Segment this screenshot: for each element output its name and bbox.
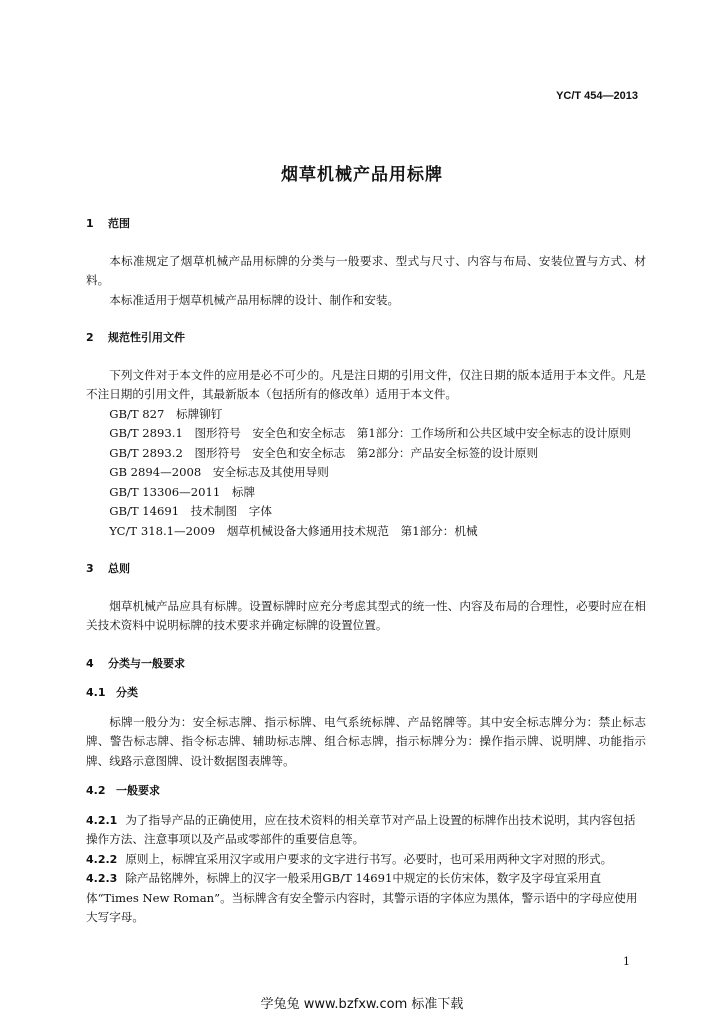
section-title: 分类 [116, 686, 138, 699]
section-number: 1 [86, 217, 94, 230]
reference-item: GB 2894—2008 安全标志及其使用导则 [109, 465, 329, 479]
reference-item: GB/T 14691 技术制图 字体 [109, 504, 272, 518]
section-3-heading [86, 559, 646, 579]
paragraph: 本标准规定了烟草机械产品用标牌的分类与一般要求、型式与尺寸、内容与布局、安装位置与方式、材料。 [86, 253, 646, 287]
section-2-heading [86, 328, 646, 348]
page-number: 1 [623, 955, 630, 968]
document-title: 烟草机械产品用标牌 [281, 165, 443, 185]
section-4-heading [86, 654, 646, 674]
clause-number: 4.2.3 [86, 872, 118, 885]
section-number: 4 [86, 656, 94, 670]
clause-item [86, 869, 646, 928]
reference-item: GB/T 2893.2 图形符号 安全色和安全标志 第2部分：产品安全标签的设计原则 [109, 445, 539, 460]
clause-item [86, 850, 646, 870]
paragraph: 标牌一般分为：安全标志牌、指示标牌、电气系统标牌、产品铭牌等。其中安全标志牌分为：禁止标志牌、警告标志牌、指令标志牌、辅助标志牌、组合标志牌，指示标牌分为：操作指示牌、说明牌、功能指示牌、线路示意图牌、设计数据图表牌等。 [86, 714, 646, 768]
section-number: 4.2 [86, 784, 106, 797]
section-title: 一般要求 [116, 784, 160, 797]
reference-item: GB/T 827 标牌铆钉 [109, 406, 223, 421]
reference-item: GB/T 2893.1 图形符号 安全色和安全标志 第1部分：工作场所和公共区域中安全标志的设计原则 [109, 426, 631, 440]
clause-item [86, 811, 646, 850]
section-number: 2 [86, 331, 94, 344]
clause-text: 除产品铭牌外，标牌上的汉字一般采用GB/T 14691中规定的长仿宋体，数字及字母宜采用直体“Times New Roman”。当标牌含有安全警示内容时，其警示语的字体应为黑体，警示语中的字母应使用大写字母。 [86, 871, 638, 924]
subsection-4-2-heading [86, 781, 646, 801]
clause-number: 4.2.1 [86, 813, 118, 827]
document-code: YC/T 454—2013 [556, 90, 638, 102]
section-1-heading [86, 214, 646, 234]
paragraph: 本标准适用于烟草机械产品用标牌的设计、制作和安装。 [109, 292, 400, 307]
reference-item: YC/T 318.1—2009 烟草机械设备大修通用技术规范 第1部分：机械 [109, 523, 478, 538]
section-title: 分类与一般要求 [108, 656, 185, 670]
section-number: 3 [86, 562, 94, 575]
subsection-4-1-heading [86, 683, 646, 703]
clause-text: 原则上，标牌宜采用汉字或用户要求的文字进行书写。必要时，也可采用两种文字对照的形式。 [125, 851, 613, 866]
paragraph: 下列文件对于本文件的应用是必不可少的。凡是注日期的引用文件，仅注日期的版本适用于本文件。凡是不注日期的引用文件，其最新版本（包括所有的修改单）适用于本文件。 [86, 367, 646, 401]
section-title: 总则 [108, 562, 130, 575]
section-number: 4.1 [86, 686, 106, 699]
footer-watermark: 学兔兔 www.bzfxw.com 标准下载 [260, 997, 464, 1012]
document-body [86, 214, 646, 928]
clause-text: 为了指导产品的正确使用，应在技术资料的相关章节对产品上设置的标牌作出技术说明，其内容包括操作方法、注意事项以及产品或零部件的重要信息等。 [86, 812, 636, 846]
clause-number: 4.2.2 [86, 852, 118, 866]
paragraph: 烟草机械产品应具有标牌。设置标牌时应充分考虑其型式的统一性、内容及布局的合理性，必要时应在相关技术资料中说明标牌的技术要求并确定标牌的设置位置。 [86, 598, 646, 632]
section-title: 规范性引用文件 [108, 331, 185, 344]
section-title: 范围 [108, 217, 130, 230]
reference-item: GB/T 13306—2011 标牌 [109, 484, 256, 499]
